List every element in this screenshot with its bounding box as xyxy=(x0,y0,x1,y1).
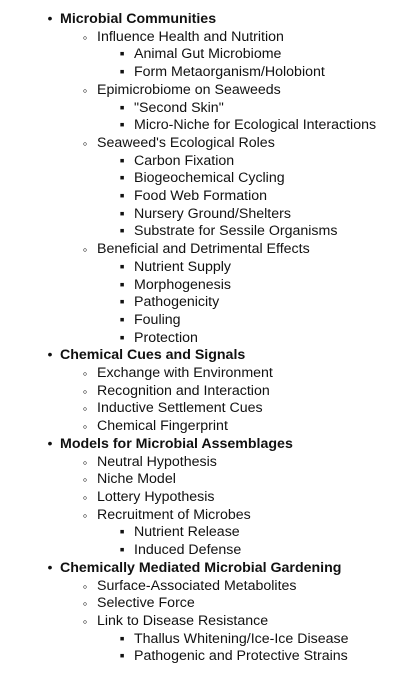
outline-item-level3 xyxy=(97,100,401,118)
item-label: Micro-Niche for Ecological Interactions xyxy=(134,117,377,134)
section-heading: Microbial Communities xyxy=(60,11,217,27)
outline-item-level3 xyxy=(97,117,401,135)
item-label: Pathogenic and Protective Strains xyxy=(134,648,348,665)
outline-item-level2 xyxy=(60,454,401,472)
square-bullet-icon: ▪ xyxy=(119,205,125,222)
square-bullet-icon: ▪ xyxy=(119,258,125,275)
item-label: Thallus Whitening/Ice-Ice Disease xyxy=(134,630,349,647)
square-bullet-icon: ▪ xyxy=(119,117,125,134)
item-label: Substrate for Sessile Organisms xyxy=(134,223,338,240)
section-heading: Chemical Cues and Signals xyxy=(60,347,246,364)
square-bullet-icon: ▪ xyxy=(119,542,125,559)
outline-item-level3 xyxy=(97,188,401,206)
outline-item-level3 xyxy=(97,330,401,348)
square-bullet-icon: ▪ xyxy=(119,329,125,346)
item-label: Nursery Ground/Shelters xyxy=(134,205,291,222)
square-bullet-icon: ▪ xyxy=(119,311,125,328)
subsection-label: Inductive Settlement Cues xyxy=(97,400,263,417)
outline-sublist xyxy=(60,454,401,560)
item-label: Biogeochemical Cycling xyxy=(134,170,285,187)
subsection-label: Surface-Associated Metabolites xyxy=(97,577,297,594)
outline-item-level2 xyxy=(60,471,401,489)
hollow-bullet-icon: ◦ xyxy=(82,596,88,612)
outline-item-level2 xyxy=(60,29,401,82)
item-label: Fouling xyxy=(134,311,181,328)
hollow-bullet-icon: ◦ xyxy=(82,613,88,629)
outline-item-level2 xyxy=(60,489,401,507)
hollow-bullet-icon: ◦ xyxy=(82,578,88,594)
square-bullet-icon: ▪ xyxy=(119,648,125,665)
outline-item-level2 xyxy=(60,418,401,436)
outline-item-level3 xyxy=(97,259,401,277)
hollow-bullet-icon: ◦ xyxy=(82,29,88,45)
hollow-bullet-icon: ◦ xyxy=(82,507,88,523)
subsection-label: Recruitment of Microbes xyxy=(97,506,251,523)
outline-item-level2 xyxy=(60,400,401,418)
subsection-label: Recognition and Interaction xyxy=(97,382,270,399)
outline-item-level3 xyxy=(97,542,401,560)
outline-root-list xyxy=(0,11,401,666)
square-bullet-icon: ▪ xyxy=(119,170,125,187)
outline-item-level3 xyxy=(97,206,401,224)
section-heading: Models for Microbial Assemblages xyxy=(60,435,293,452)
outline-item-level2 xyxy=(60,613,401,666)
outline-item-level2 xyxy=(60,595,401,613)
outline-sublist xyxy=(60,29,401,348)
subsection-label: Lottery Hypothesis xyxy=(97,488,215,505)
square-bullet-icon: ▪ xyxy=(119,276,125,293)
item-label: Pathogenicity xyxy=(134,294,220,311)
outline-sublist xyxy=(60,365,401,436)
square-bullet-icon: ▪ xyxy=(119,223,125,240)
outline-item-level3 xyxy=(97,294,401,312)
outline-item-level1 xyxy=(0,11,401,347)
square-bullet-icon: ▪ xyxy=(119,524,125,541)
hollow-bullet-icon: ◦ xyxy=(82,419,88,435)
subsection-label: Influence Health and Nutrition xyxy=(97,28,284,45)
outline-item-level1 xyxy=(0,560,401,666)
section-heading: Chemically Mediated Microbial Gardening xyxy=(60,559,342,576)
outline-subsublist xyxy=(97,100,401,135)
outline-item-level3 xyxy=(97,524,401,542)
bullet-icon: • xyxy=(47,347,53,364)
outline-subsublist xyxy=(97,259,401,348)
outline-subsublist xyxy=(97,631,401,666)
hollow-bullet-icon: ◦ xyxy=(82,401,88,417)
outline-item-level3 xyxy=(97,631,401,649)
outline-item-level3 xyxy=(97,46,401,64)
subsection-label: Exchange with Environment xyxy=(97,365,273,382)
outline-item-level1 xyxy=(0,347,401,436)
outline-subsublist xyxy=(97,153,401,242)
bullet-icon: • xyxy=(47,435,53,452)
outline-item-level3 xyxy=(97,153,401,171)
square-bullet-icon: ▪ xyxy=(119,188,125,205)
hollow-bullet-icon: ◦ xyxy=(82,135,88,151)
item-label: Protection xyxy=(134,329,198,346)
hollow-bullet-icon: ◦ xyxy=(82,82,88,98)
square-bullet-icon: ▪ xyxy=(119,294,125,311)
outline-item-level2 xyxy=(60,135,401,241)
outline-item-level2 xyxy=(60,82,401,135)
subsection-label: Neutral Hypothesis xyxy=(97,453,217,470)
hollow-bullet-icon: ◦ xyxy=(82,472,88,488)
subsection-label: Niche Model xyxy=(97,471,176,488)
subsection-label: Epimicrobiome on Seaweeds xyxy=(97,81,281,98)
outline-item-level2 xyxy=(60,507,401,560)
item-label: Carbon Fixation xyxy=(134,152,235,169)
item-label: Nutrient Release xyxy=(134,524,240,541)
outline-item-level3 xyxy=(97,170,401,188)
outline-item-level2 xyxy=(60,578,401,596)
square-bullet-icon: ▪ xyxy=(119,99,125,116)
hollow-bullet-icon: ◦ xyxy=(82,489,88,505)
subsection-label: Beneficial and Detrimental Effects xyxy=(97,241,310,258)
item-label: "Second Skin" xyxy=(134,99,224,116)
subsection-label: Selective Force xyxy=(97,595,195,612)
outline-item-level2 xyxy=(60,365,401,383)
item-label: Form Metaorganism/Holobiont xyxy=(134,64,325,81)
bullet-icon: • xyxy=(47,11,53,27)
outline-item-level2 xyxy=(60,383,401,401)
subsection-label: Link to Disease Resistance xyxy=(97,612,269,629)
square-bullet-icon: ▪ xyxy=(119,152,125,169)
hollow-bullet-icon: ◦ xyxy=(82,383,88,399)
hollow-bullet-icon: ◦ xyxy=(82,366,88,382)
square-bullet-icon: ▪ xyxy=(119,630,125,647)
bullet-icon: • xyxy=(47,559,53,576)
item-label: Induced Defense xyxy=(134,542,242,559)
outline-item-level3 xyxy=(97,277,401,295)
outline-subsublist xyxy=(97,46,401,81)
hollow-bullet-icon: ◦ xyxy=(82,454,88,470)
subsection-label: Chemical Fingerprint xyxy=(97,418,228,435)
square-bullet-icon: ▪ xyxy=(119,64,125,81)
item-label: Morphogenesis xyxy=(134,276,232,293)
outline-item-level3 xyxy=(97,312,401,330)
outline-item-level2 xyxy=(60,241,401,347)
hollow-bullet-icon: ◦ xyxy=(82,242,88,258)
item-label: Animal Gut Microbiome xyxy=(134,46,282,63)
outline-item-level3 xyxy=(97,64,401,82)
outline-item-level3 xyxy=(97,648,401,666)
outline-subsublist xyxy=(97,524,401,559)
outline-item-level1 xyxy=(0,436,401,560)
outline-sublist xyxy=(60,578,401,667)
outline-item-level3 xyxy=(97,223,401,241)
square-bullet-icon: ▪ xyxy=(119,46,125,63)
item-label: Nutrient Supply xyxy=(134,258,231,275)
item-label: Food Web Formation xyxy=(134,188,268,205)
subsection-label: Seaweed's Ecological Roles xyxy=(97,134,275,151)
